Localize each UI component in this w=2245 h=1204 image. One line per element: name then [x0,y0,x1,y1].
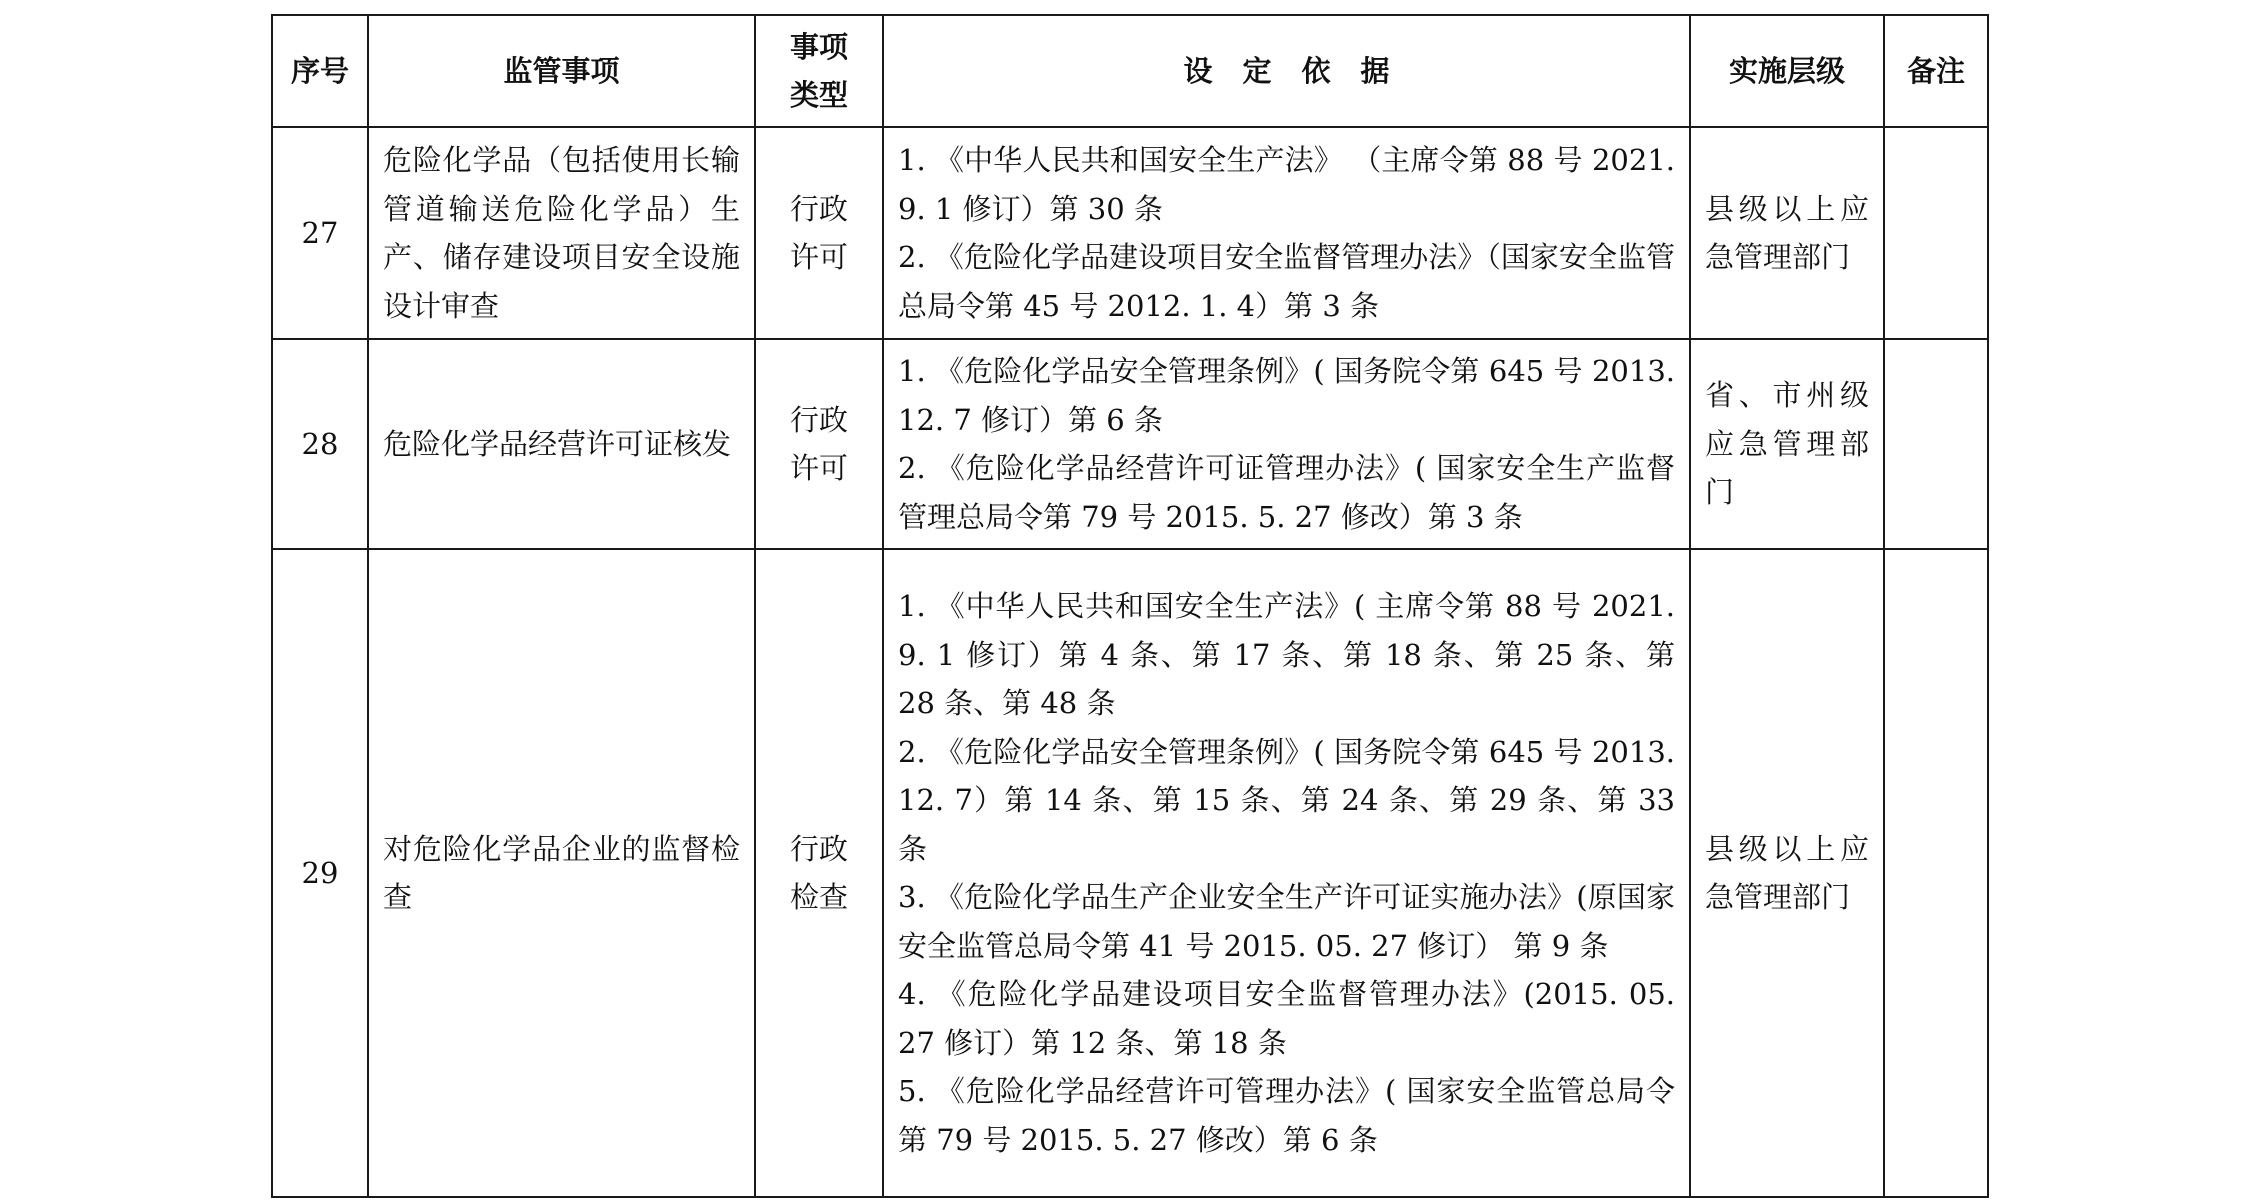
basis-line: 4. 《危险化学品建设项目安全监督管理办法》(2015. 05. 27 修订）第 12 条、第 18 条 [898,977,1675,1060]
header-no: 序号 [272,15,368,127]
row-type: 行政 许可 [755,339,883,549]
header-type: 事项 类型 [755,15,883,127]
row-type: 行政 许可 [755,127,883,339]
basis-line: 2. 《危险化学品安全管理条例》( 国务院令第 645 号 2013. 12. 7）第 14 条、第 15 条、第 24 条、第 29 条、第 33 条 [898,734,1675,866]
table-row [272,549,1988,1197]
header-item: 监管事项 [368,15,755,127]
row-item: 对危险化学品企业的监督检查 [368,549,755,1197]
row-basis [883,549,1690,1197]
row-note [1884,339,1988,549]
basis-line: 2. 《危险化学品建设项目安全监督管理办法》（国家安全监管总局令第 45 号 2012. 1. 4）第 3 条 [898,240,1675,323]
row-level: 省、市州级应急管理部门 [1690,339,1884,549]
row-item: 危险化学品经营许可证核发 [368,339,755,549]
row-basis [883,339,1690,549]
row-note [1884,127,1988,339]
row-basis [883,127,1690,339]
row-type: 行政 检查 [755,549,883,1197]
basis-line: 1. 《中华人民共和国安全生产法》 （主席令第 88 号 2021. 9. 1 修订）第 30 条 [898,143,1675,226]
header-level: 实施层级 [1690,15,1884,127]
basis-line: 3. 《危险化学品生产企业安全生产许可证实施办法》(原国家安全监管总局令第 41 号 2015. 05. 27 修订） 第 9 条 [898,880,1675,963]
basis-line: 1. 《危险化学品安全管理条例》( 国务院令第 645 号 2013. 12. 7 修订）第 6 条 [898,354,1675,437]
regulatory-matters-table [271,14,1989,1198]
row-level: 县级以上应急管理部门 [1690,127,1884,339]
header-basis-label: 设定依据 [1183,54,1420,88]
row-no: 27 [272,127,368,339]
row-item: 危险化学品（包括使用长输管道输送危险化学品）生产、储存建设项目安全设施设计审查 [368,127,755,339]
basis-line: 1. 《中华人民共和国安全生产法》( 主席令第 88 号 2021. 9. 1 修订）第 4 条、第 17 条、第 18 条、第 25 条、第 28 条、第 48 条 [898,589,1675,720]
row-no: 29 [272,549,368,1197]
basis-line: 2. 《危险化学品经营许可证管理办法》( 国家安全生产监督管理总局令第 79 号 2015. 5. 27 修改）第 3 条 [898,451,1675,534]
basis-line: 5. 《危险化学品经营许可管理办法》( 国家安全监管总局令第 79 号 2015. 5. 27 修改）第 6 条 [898,1074,1675,1157]
header-note: 备注 [1884,15,1988,127]
header-row [272,15,1988,127]
row-note [1884,549,1988,1197]
row-no: 28 [272,339,368,549]
table-row [272,339,1988,549]
header-basis [883,15,1690,127]
table-row [272,127,1988,339]
row-level: 县级以上应急管理部门 [1690,549,1884,1197]
